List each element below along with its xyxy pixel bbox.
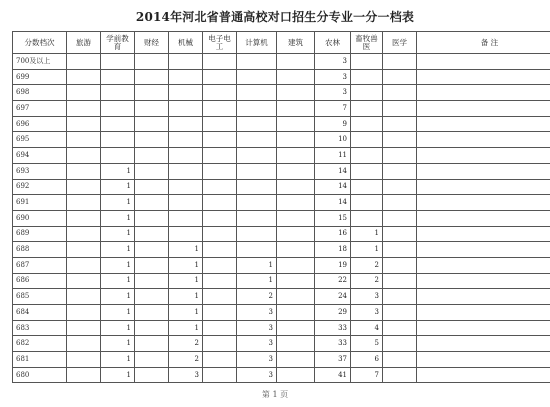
count-cell bbox=[135, 69, 169, 85]
table-row bbox=[13, 132, 550, 148]
count-cell bbox=[383, 242, 417, 258]
count-cell bbox=[237, 85, 277, 101]
count-cell bbox=[417, 54, 550, 70]
count-cell bbox=[417, 195, 550, 211]
count-cell: 1 bbox=[101, 179, 135, 195]
count-cell: 15 bbox=[315, 210, 351, 226]
count-cell bbox=[237, 69, 277, 85]
count-cell bbox=[383, 179, 417, 195]
count-cell bbox=[351, 148, 383, 164]
count-cell: 5 bbox=[351, 336, 383, 352]
count-cell bbox=[417, 116, 550, 132]
count-cell bbox=[237, 242, 277, 258]
column-header: 备 注 bbox=[417, 32, 550, 54]
count-cell bbox=[383, 336, 417, 352]
count-cell bbox=[203, 352, 237, 368]
count-cell: 1 bbox=[351, 242, 383, 258]
count-cell: 2 bbox=[169, 352, 203, 368]
count-cell bbox=[101, 85, 135, 101]
count-cell: 1 bbox=[169, 273, 203, 289]
table-row bbox=[13, 352, 550, 368]
count-cell bbox=[277, 257, 315, 273]
count-cell bbox=[169, 210, 203, 226]
count-cell: 3 bbox=[237, 336, 277, 352]
count-cell: 29 bbox=[315, 305, 351, 321]
count-cell bbox=[277, 163, 315, 179]
count-cell bbox=[383, 320, 417, 336]
count-cell bbox=[237, 163, 277, 179]
count-cell bbox=[169, 179, 203, 195]
count-cell bbox=[203, 85, 237, 101]
count-cell: 3 bbox=[237, 367, 277, 383]
table-row bbox=[13, 195, 550, 211]
count-cell: 1 bbox=[169, 242, 203, 258]
count-cell bbox=[277, 273, 315, 289]
count-cell: 2 bbox=[351, 273, 383, 289]
count-cell: 1 bbox=[101, 320, 135, 336]
count-cell bbox=[417, 179, 550, 195]
header-row bbox=[13, 32, 550, 54]
count-cell: 11 bbox=[315, 148, 351, 164]
count-cell bbox=[203, 320, 237, 336]
table-row bbox=[13, 242, 550, 258]
count-cell: 16 bbox=[315, 226, 351, 242]
count-cell bbox=[277, 132, 315, 148]
count-cell bbox=[383, 289, 417, 305]
count-cell: 3 bbox=[315, 54, 351, 70]
count-cell bbox=[351, 132, 383, 148]
count-cell: 37 bbox=[315, 352, 351, 368]
count-cell bbox=[237, 226, 277, 242]
count-cell bbox=[417, 242, 550, 258]
count-cell bbox=[277, 116, 315, 132]
count-cell bbox=[203, 116, 237, 132]
count-cell bbox=[203, 195, 237, 211]
count-cell: 3 bbox=[237, 305, 277, 321]
count-cell bbox=[277, 179, 315, 195]
count-cell bbox=[383, 132, 417, 148]
score-cell: 681 bbox=[13, 352, 67, 368]
count-cell: 1 bbox=[101, 257, 135, 273]
count-cell bbox=[237, 101, 277, 117]
count-cell: 1 bbox=[169, 305, 203, 321]
count-cell bbox=[135, 320, 169, 336]
count-cell bbox=[203, 367, 237, 383]
count-cell: 7 bbox=[351, 367, 383, 383]
count-cell bbox=[417, 273, 550, 289]
count-cell: 1 bbox=[101, 163, 135, 179]
column-header: 旅游 bbox=[67, 32, 101, 54]
count-cell: 22 bbox=[315, 273, 351, 289]
count-cell bbox=[101, 132, 135, 148]
count-cell bbox=[383, 148, 417, 164]
count-cell bbox=[203, 242, 237, 258]
count-cell bbox=[277, 210, 315, 226]
count-cell bbox=[277, 242, 315, 258]
count-cell bbox=[203, 148, 237, 164]
count-cell: 9 bbox=[315, 116, 351, 132]
count-cell bbox=[203, 179, 237, 195]
score-cell: 698 bbox=[13, 85, 67, 101]
score-cell: 686 bbox=[13, 273, 67, 289]
count-cell bbox=[135, 289, 169, 305]
count-cell bbox=[67, 179, 101, 195]
count-cell bbox=[277, 320, 315, 336]
count-cell bbox=[417, 69, 550, 85]
table-row bbox=[13, 101, 550, 117]
count-cell bbox=[417, 226, 550, 242]
table-row bbox=[13, 226, 550, 242]
count-cell: 14 bbox=[315, 163, 351, 179]
table-row bbox=[13, 305, 550, 321]
score-cell: 699 bbox=[13, 69, 67, 85]
table-row bbox=[13, 336, 550, 352]
count-cell bbox=[417, 101, 550, 117]
page-footer: 第 1 页 bbox=[261, 390, 289, 399]
count-cell bbox=[383, 352, 417, 368]
count-cell bbox=[67, 148, 101, 164]
count-cell bbox=[383, 305, 417, 321]
count-cell bbox=[169, 226, 203, 242]
count-cell: 10 bbox=[315, 132, 351, 148]
count-cell bbox=[135, 54, 169, 70]
count-cell: 1 bbox=[237, 273, 277, 289]
count-cell bbox=[237, 210, 277, 226]
column-header: 医学 bbox=[383, 32, 417, 54]
count-cell bbox=[383, 195, 417, 211]
count-cell bbox=[417, 85, 550, 101]
count-cell bbox=[351, 54, 383, 70]
score-cell: 691 bbox=[13, 195, 67, 211]
count-cell: 2 bbox=[351, 257, 383, 273]
count-cell bbox=[67, 69, 101, 85]
count-cell bbox=[417, 210, 550, 226]
count-cell bbox=[203, 257, 237, 273]
count-cell bbox=[383, 101, 417, 117]
count-cell bbox=[101, 54, 135, 70]
count-cell bbox=[277, 352, 315, 368]
count-cell bbox=[101, 116, 135, 132]
count-cell bbox=[135, 163, 169, 179]
count-cell: 7 bbox=[315, 101, 351, 117]
count-cell bbox=[237, 54, 277, 70]
count-cell bbox=[135, 85, 169, 101]
count-cell bbox=[417, 367, 550, 383]
count-cell bbox=[203, 273, 237, 289]
table-row bbox=[13, 273, 550, 289]
column-header: 农林 bbox=[315, 32, 351, 54]
count-cell: 1 bbox=[101, 289, 135, 305]
count-cell bbox=[169, 85, 203, 101]
count-cell bbox=[383, 85, 417, 101]
count-cell bbox=[351, 179, 383, 195]
count-cell: 4 bbox=[351, 320, 383, 336]
count-cell bbox=[101, 148, 135, 164]
score-cell: 697 bbox=[13, 101, 67, 117]
count-cell bbox=[67, 101, 101, 117]
table-body bbox=[13, 54, 550, 383]
count-cell bbox=[135, 226, 169, 242]
count-cell bbox=[277, 85, 315, 101]
count-cell bbox=[203, 305, 237, 321]
column-header: 畜牧兽医 bbox=[351, 32, 383, 54]
count-cell bbox=[237, 132, 277, 148]
score-cell: 689 bbox=[13, 226, 67, 242]
count-cell bbox=[67, 163, 101, 179]
count-cell: 1 bbox=[101, 242, 135, 258]
count-cell bbox=[67, 320, 101, 336]
count-cell: 33 bbox=[315, 336, 351, 352]
count-cell: 3 bbox=[351, 289, 383, 305]
count-cell bbox=[169, 148, 203, 164]
count-cell bbox=[135, 336, 169, 352]
count-cell bbox=[203, 54, 237, 70]
count-cell bbox=[169, 195, 203, 211]
count-cell bbox=[135, 352, 169, 368]
score-table bbox=[12, 31, 550, 383]
count-cell bbox=[351, 101, 383, 117]
count-cell bbox=[135, 305, 169, 321]
count-cell bbox=[277, 54, 315, 70]
count-cell: 1 bbox=[351, 226, 383, 242]
count-cell bbox=[351, 85, 383, 101]
score-cell: 695 bbox=[13, 132, 67, 148]
score-cell: 688 bbox=[13, 242, 67, 258]
count-cell bbox=[383, 210, 417, 226]
count-cell bbox=[237, 179, 277, 195]
count-cell bbox=[203, 226, 237, 242]
count-cell bbox=[277, 69, 315, 85]
count-cell: 3 bbox=[237, 320, 277, 336]
score-cell: 684 bbox=[13, 305, 67, 321]
count-cell bbox=[277, 148, 315, 164]
table-row bbox=[13, 320, 550, 336]
count-cell bbox=[383, 163, 417, 179]
score-cell: 694 bbox=[13, 148, 67, 164]
count-cell bbox=[135, 116, 169, 132]
count-cell bbox=[417, 352, 550, 368]
count-cell bbox=[351, 163, 383, 179]
score-cell: 680 bbox=[13, 367, 67, 383]
count-cell bbox=[169, 163, 203, 179]
count-cell bbox=[383, 226, 417, 242]
count-cell bbox=[67, 210, 101, 226]
count-cell bbox=[417, 320, 550, 336]
count-cell: 1 bbox=[101, 367, 135, 383]
count-cell: 18 bbox=[315, 242, 351, 258]
table-row bbox=[13, 210, 550, 226]
count-cell bbox=[277, 289, 315, 305]
count-cell bbox=[417, 336, 550, 352]
column-header: 分数档次 bbox=[13, 32, 67, 54]
count-cell bbox=[67, 132, 101, 148]
count-cell bbox=[135, 210, 169, 226]
count-cell bbox=[135, 179, 169, 195]
count-cell: 2 bbox=[237, 289, 277, 305]
table-row bbox=[13, 54, 550, 70]
score-cell: 683 bbox=[13, 320, 67, 336]
count-cell: 6 bbox=[351, 352, 383, 368]
table-row bbox=[13, 85, 550, 101]
count-cell bbox=[237, 195, 277, 211]
count-cell bbox=[67, 257, 101, 273]
table-row bbox=[13, 69, 550, 85]
count-cell bbox=[135, 257, 169, 273]
count-cell bbox=[67, 273, 101, 289]
count-cell bbox=[351, 116, 383, 132]
count-cell bbox=[277, 305, 315, 321]
column-header: 计算机 bbox=[237, 32, 277, 54]
count-cell: 3 bbox=[169, 367, 203, 383]
count-cell bbox=[383, 116, 417, 132]
count-cell: 3 bbox=[237, 352, 277, 368]
count-cell bbox=[67, 305, 101, 321]
table-row bbox=[13, 367, 550, 383]
count-cell: 1 bbox=[101, 305, 135, 321]
count-cell bbox=[383, 367, 417, 383]
count-cell bbox=[351, 195, 383, 211]
count-cell bbox=[67, 336, 101, 352]
count-cell bbox=[67, 367, 101, 383]
count-cell: 3 bbox=[315, 69, 351, 85]
count-cell bbox=[277, 336, 315, 352]
count-cell bbox=[67, 195, 101, 211]
score-cell: 692 bbox=[13, 179, 67, 195]
count-cell bbox=[135, 148, 169, 164]
count-cell bbox=[101, 101, 135, 117]
table-row bbox=[13, 179, 550, 195]
count-cell bbox=[101, 69, 135, 85]
count-cell: 14 bbox=[315, 195, 351, 211]
count-cell: 3 bbox=[351, 305, 383, 321]
column-header: 机械 bbox=[169, 32, 203, 54]
count-cell bbox=[67, 85, 101, 101]
count-cell: 1 bbox=[101, 336, 135, 352]
count-cell: 1 bbox=[169, 289, 203, 305]
score-cell: 685 bbox=[13, 289, 67, 305]
count-cell bbox=[135, 101, 169, 117]
count-cell bbox=[67, 242, 101, 258]
count-cell: 1 bbox=[101, 226, 135, 242]
count-cell bbox=[383, 69, 417, 85]
score-cell: 690 bbox=[13, 210, 67, 226]
count-cell bbox=[417, 132, 550, 148]
count-cell bbox=[277, 367, 315, 383]
count-cell bbox=[135, 132, 169, 148]
count-cell bbox=[203, 69, 237, 85]
count-cell bbox=[277, 101, 315, 117]
count-cell bbox=[351, 69, 383, 85]
count-cell bbox=[203, 132, 237, 148]
count-cell bbox=[203, 163, 237, 179]
count-cell bbox=[135, 242, 169, 258]
count-cell bbox=[383, 273, 417, 289]
score-cell: 700及以上 bbox=[13, 54, 67, 70]
column-header: 财经 bbox=[135, 32, 169, 54]
count-cell bbox=[277, 195, 315, 211]
page-title: 2014年河北省普通高校对口招生分专业一分一档表 bbox=[135, 10, 415, 24]
count-cell: 1 bbox=[101, 273, 135, 289]
count-cell: 1 bbox=[101, 352, 135, 368]
count-cell bbox=[67, 352, 101, 368]
count-cell: 33 bbox=[315, 320, 351, 336]
score-cell: 693 bbox=[13, 163, 67, 179]
count-cell: 1 bbox=[101, 195, 135, 211]
count-cell: 1 bbox=[237, 257, 277, 273]
table-row bbox=[13, 257, 550, 273]
count-cell bbox=[383, 257, 417, 273]
count-cell bbox=[169, 101, 203, 117]
count-cell bbox=[169, 116, 203, 132]
count-cell: 1 bbox=[101, 210, 135, 226]
count-cell bbox=[135, 367, 169, 383]
count-cell: 41 bbox=[315, 367, 351, 383]
count-cell bbox=[417, 163, 550, 179]
count-cell bbox=[169, 132, 203, 148]
count-cell bbox=[417, 289, 550, 305]
count-cell: 1 bbox=[169, 320, 203, 336]
count-cell: 14 bbox=[315, 179, 351, 195]
score-cell: 682 bbox=[13, 336, 67, 352]
count-cell: 2 bbox=[169, 336, 203, 352]
column-header: 建筑 bbox=[277, 32, 315, 54]
count-cell: 1 bbox=[169, 257, 203, 273]
score-cell: 696 bbox=[13, 116, 67, 132]
count-cell bbox=[135, 195, 169, 211]
count-cell bbox=[67, 116, 101, 132]
count-cell bbox=[417, 257, 550, 273]
count-cell bbox=[169, 54, 203, 70]
count-cell bbox=[67, 54, 101, 70]
count-cell bbox=[203, 336, 237, 352]
column-header: 学前教育 bbox=[101, 32, 135, 54]
count-cell bbox=[351, 210, 383, 226]
count-cell bbox=[417, 148, 550, 164]
count-cell: 3 bbox=[315, 85, 351, 101]
count-cell bbox=[237, 116, 277, 132]
count-cell: 19 bbox=[315, 257, 351, 273]
count-cell bbox=[67, 289, 101, 305]
count-cell bbox=[203, 101, 237, 117]
count-cell bbox=[383, 54, 417, 70]
table-row bbox=[13, 163, 550, 179]
count-cell bbox=[417, 305, 550, 321]
count-cell bbox=[169, 69, 203, 85]
score-cell: 687 bbox=[13, 257, 67, 273]
table-row bbox=[13, 289, 550, 305]
count-cell bbox=[237, 148, 277, 164]
count-cell bbox=[277, 226, 315, 242]
table-row bbox=[13, 116, 550, 132]
column-header: 电子电工 bbox=[203, 32, 237, 54]
count-cell: 24 bbox=[315, 289, 351, 305]
count-cell bbox=[203, 289, 237, 305]
count-cell bbox=[67, 226, 101, 242]
table-row bbox=[13, 148, 550, 164]
count-cell bbox=[135, 273, 169, 289]
count-cell bbox=[203, 210, 237, 226]
